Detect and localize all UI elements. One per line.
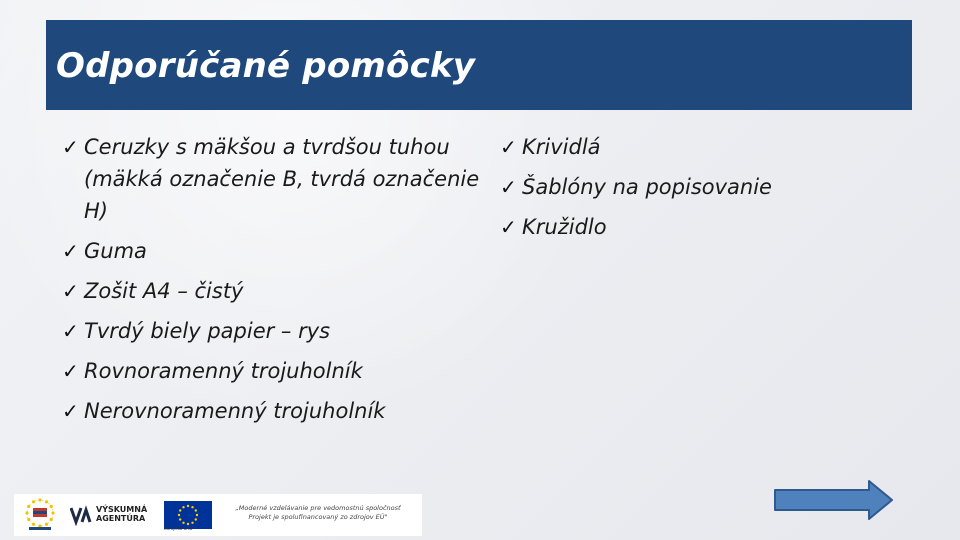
title-bar: [46, 20, 912, 110]
list-item: ✓ Tvrdý biely papier – rys: [62, 315, 482, 347]
check-icon: ✓: [62, 135, 79, 159]
sponsor-logos-strip: [14, 494, 422, 536]
va-mark-icon: [70, 504, 92, 526]
eu-caption: Európska únia: [164, 526, 193, 531]
list-item: ✓ Guma: [62, 235, 482, 267]
check-icon: ✓: [62, 279, 79, 303]
check-icon: ✓: [62, 239, 79, 263]
list-item: ✓ Rovnoramenný trojuholník: [62, 355, 482, 387]
left-bullet-list: [62, 131, 482, 435]
list-item: ✓ Šablóny na popisovanie: [500, 171, 930, 203]
slide-title: Odporúčané pomôcky: [56, 46, 476, 86]
vyskumna-agentura-logo: VÝSKUMNÁ AGENTÚRA: [70, 502, 150, 528]
project-motto: „Moderné vzdelávanie pre vedomostnú spoločnosť Projekt je spolufinancovaný zo zdrojov EÚ": [235, 504, 401, 521]
list-item: ✓ Zošit A4 – čistý: [62, 275, 482, 307]
arrow-right-icon[interactable]: [773, 479, 895, 521]
list-item: ✓ Kružidlo: [500, 211, 930, 243]
check-icon: ✓: [500, 215, 517, 239]
star-circle-logo: [20, 497, 60, 533]
check-icon: ✓: [62, 359, 79, 383]
right-bullet-list: [500, 131, 930, 251]
list-item: ✓ Ceruzky s mäkšou a tvrdšou tuhou (mäkká označenie B, tvrdá označenie H): [62, 131, 482, 227]
check-icon: ✓: [500, 175, 517, 199]
check-icon: ✓: [62, 319, 79, 343]
list-item: ✓ Nerovnoramenný trojuholník: [62, 395, 482, 427]
list-item: ✓ Krividlá: [500, 131, 930, 163]
check-icon: ✓: [62, 399, 79, 423]
check-icon: ✓: [500, 135, 517, 159]
